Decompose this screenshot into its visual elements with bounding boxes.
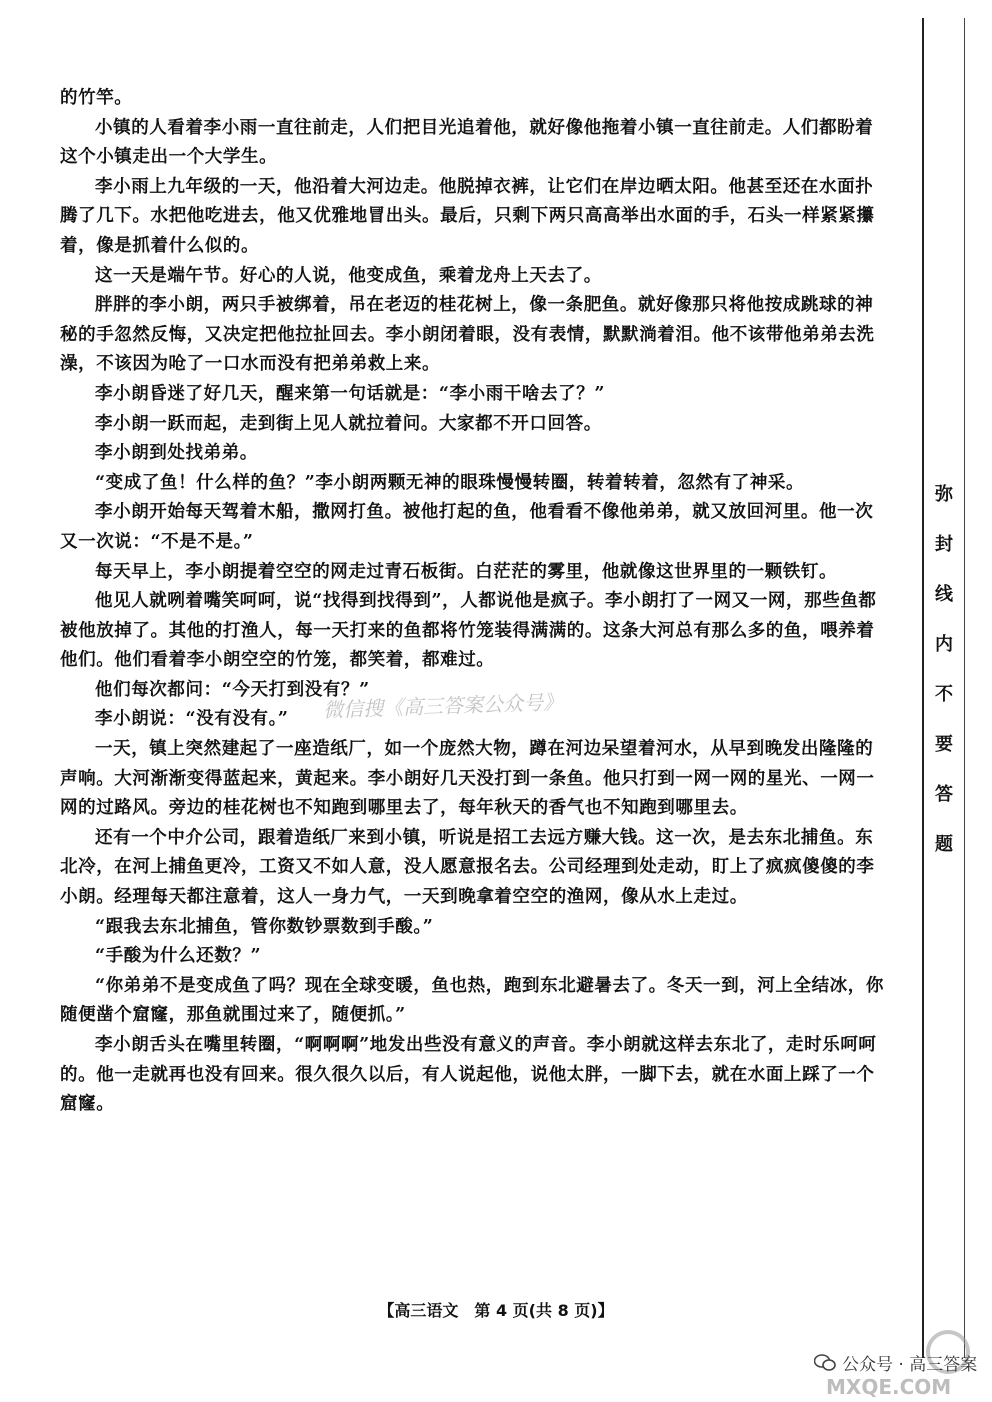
wechat-label: 公众号 · 高三答案: [842, 1355, 978, 1375]
paragraph: 李小朗一跃而起，走到街上见人就拉着问。大家都不开口回答。: [95, 413, 602, 434]
seal-line-notice: [929, 470, 959, 870]
seal-char: 答: [935, 784, 953, 805]
paragraph: 他们每次都问：“今天打到没有？”: [95, 679, 370, 700]
seal-char: 封: [935, 534, 953, 555]
logo-text: MXQE.COM: [826, 1375, 952, 1399]
paragraph: 李小朗说：“没有没有。”: [95, 709, 289, 730]
paragraph: “变成了鱼！什么样的鱼？”李小朗两颗无神的眼珠慢慢转圈，转着转着，忽然有了神采。: [95, 472, 805, 493]
seal-char: 弥: [935, 484, 953, 505]
paragraph: 这一天是端午节。好心的人说，他变成鱼，乘着龙舟上天去了。: [95, 265, 602, 286]
page-footer: 【高三语文 第 4 页(共 8 页)】: [378, 1301, 614, 1320]
paragraph: 李小雨上九年级的一天，他沿着大河边走。他脱掉衣裤，让它们在岸边晒太阳。他甚至还在水面扑腾了几下。水把他吃进去，他又优雅地冒出头。最后，只剩下两只高高举出水面的手，石头一样紧紧攥着，像是抓着什么似的。: [60, 176, 875, 256]
seal-line-left: [922, 18, 924, 1358]
wechat-icon: [814, 1354, 836, 1372]
paragraph: “跟我去东北捕鱼，管你数钞票数到手酸。”: [95, 916, 434, 937]
paragraph: 一天，镇上突然建起了一座造纸厂，如一个庞然大物，蹲在河边呆望着河水，从早到晚发出隆隆的声响。大河渐渐变得蓝起来，黄起来。李小朗好几天没打到一条鱼。他只打到一网一网的星光、一网一网的过路风。旁边的桂花树也不知跑到哪里去了，每年秋天的香气也不知跑到哪里去。: [60, 739, 875, 819]
seal-char: 内: [935, 634, 953, 655]
seal-char: 要: [935, 734, 953, 755]
passage: [60, 84, 890, 1120]
watermark: 微信搜《高三答案公众号》: [322, 689, 564, 723]
paragraph: 他见人就咧着嘴笑呵呵，说“找得到找得到”，人都说他是疯子。李小朗打了一网又一网，那些鱼都被他放掉了。其他的打渔人，每一天打来的鱼都将竹笼装得满满的。这条大河总有那么多的鱼，喂养着他们。他们看着李小朗空空的竹笼，都笑着，都难过。: [60, 591, 877, 671]
paragraph: 的竹竿。: [60, 88, 133, 108]
paragraph: 每天早上，李小朗提着空空的网走过青石板街。白茫茫的雾里，他就像这世界里的一颗铁钉。: [95, 561, 838, 582]
seal-line-right: [964, 18, 965, 1358]
seal-char: 不: [935, 684, 953, 705]
wechat-account: [814, 1350, 977, 1375]
paragraph: 李小朗舌头在嘴里转圈，“啊啊啊”地发出些没有意义的声音。李小朗就这样去东北了，走时乐呵呵的。他一走就再也没有回来。很久很久以后，有人说起他，说他太胖，一脚下去，就在水面上踩了一个窟窿。: [60, 1035, 877, 1115]
paragraph: “手酸为什么还数？”: [95, 946, 262, 967]
seal-char: 线: [935, 584, 953, 605]
paragraph: “你弟弟不是变成鱼了吗？现在全球变暖，鱼也热，跑到东北避暑去了。冬天一到，河上全结冰，你随便凿个窟窿，那鱼就围过来了，随便抓。”: [60, 975, 884, 1026]
paragraph: 李小朗到处找弟弟。: [95, 443, 258, 464]
seal-char: 题: [935, 834, 953, 855]
paragraph: 胖胖的李小朗，两只手被绑着，吊在老迈的桂花树上，像一条肥鱼。就好像那只将他按成跳球的神秘的手忽然反悔，又决定把他拉扯回去。李小朗闭着眼，没有表情，默默淌着泪。他不该带他弟弟去洗澡，不该因为呛了一口水而没有把弟弟救上来。: [60, 295, 875, 375]
paragraph: 小镇的人看着李小雨一直往前走，人们把目光追着他，就好像他拖着小镇一直往前走。人们都盼着这个小镇走出一个大学生。: [60, 117, 874, 168]
paragraph: 还有一个中介公司，跟着造纸厂来到小镇，听说是招工去远方赚大钱。这一次，是去东北捕鱼。东北冷，在河上捕鱼更冷，工资又不如人意，没人愿意报名去。公司经理到处走动，盯上了疯疯傻傻的李小朗。经理每天都注意着，这人一身力气，一天到晚拿着空空的渔网，像从水上走过。: [60, 827, 875, 908]
paragraph: 李小朗昏迷了好几天，醒来第一句话就是：“李小雨干啥去了？”: [95, 383, 606, 404]
paragraph: 李小朗开始每天驾着木船，撒网打鱼。被他打起的鱼，他看看不像他弟弟，就又放回河里。他一次又一次说：“不是不是。”: [60, 502, 874, 552]
